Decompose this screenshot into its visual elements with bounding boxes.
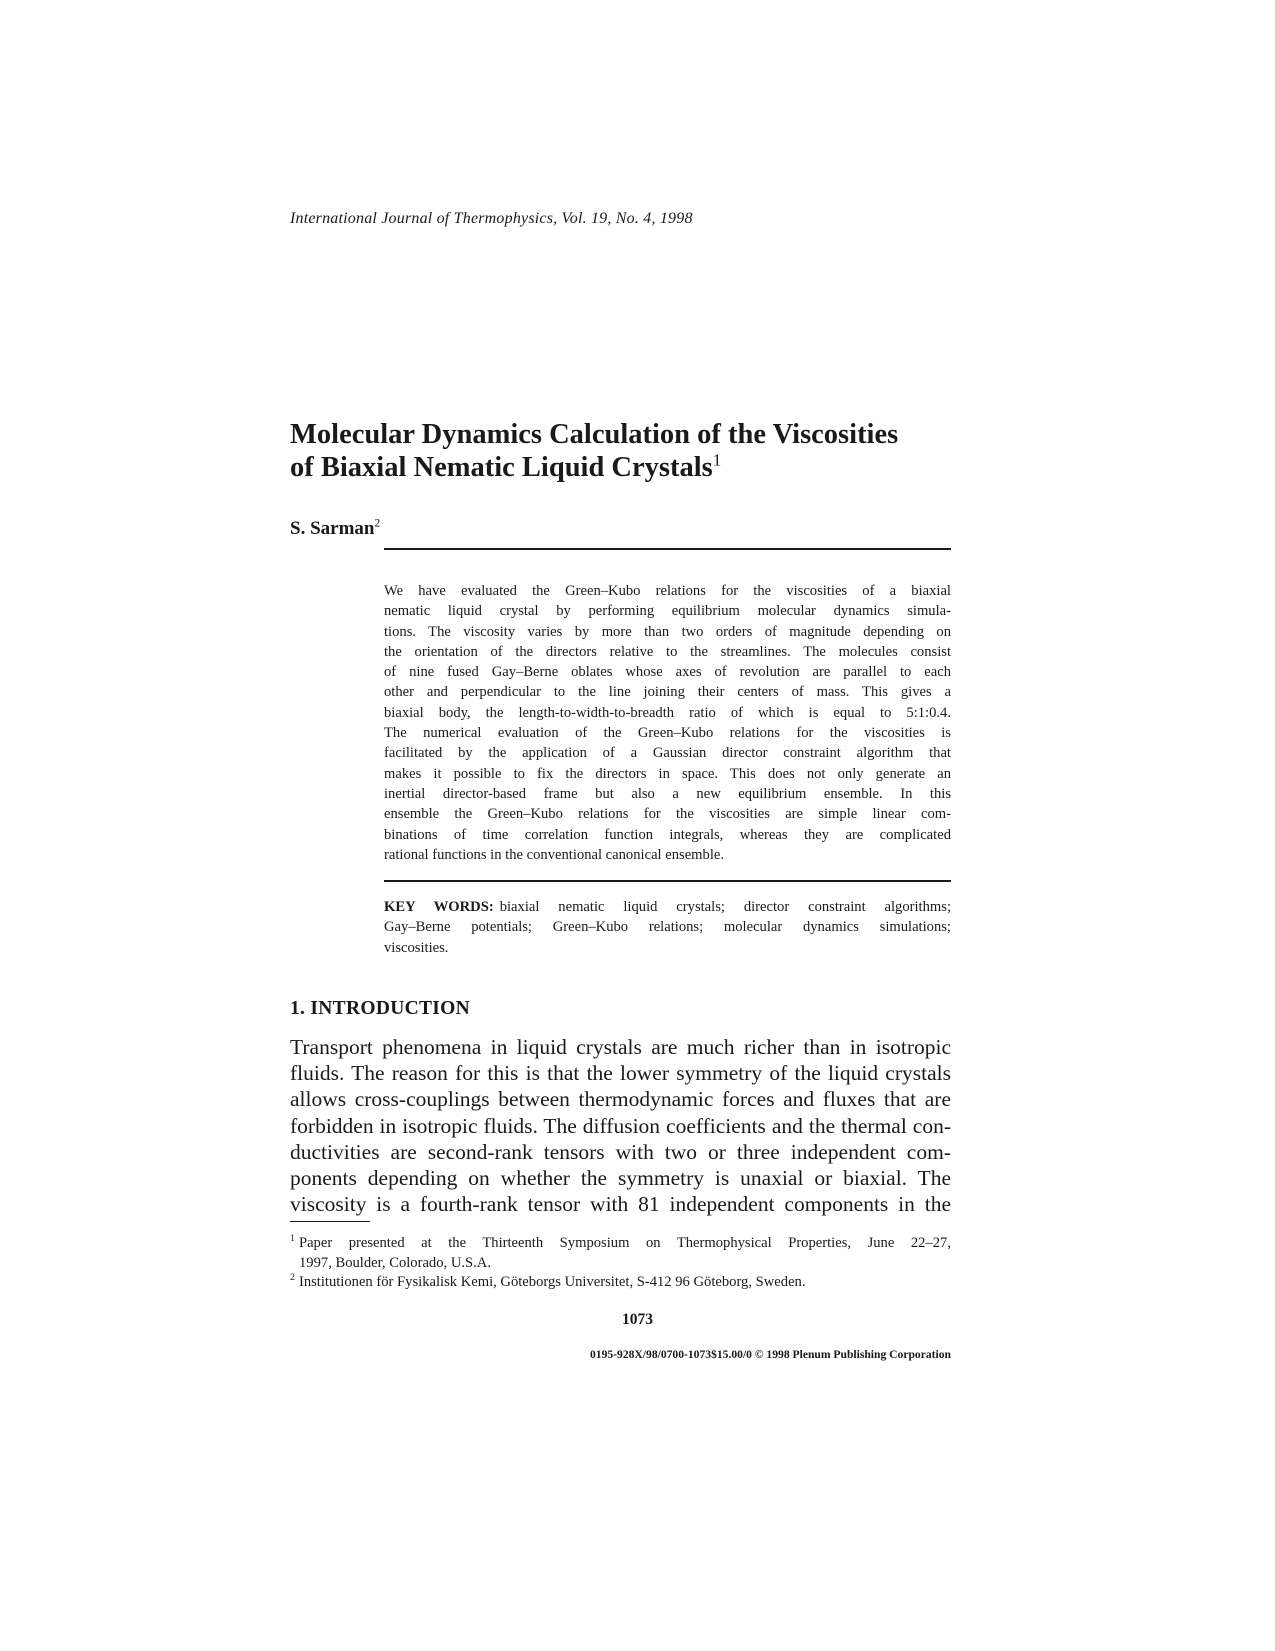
abstract-line: of nine fused Gay–Berne oblates whose axes of revolution are parallel to each <box>384 664 951 681</box>
keywords-line-3: viscosities. <box>384 939 449 956</box>
abstract-line: makes it possible to fix the directors in space. This does not only generate an <box>384 765 951 782</box>
body-line: Transport phenomena in liquid crystals are much richer than in isotropic <box>290 1035 951 1059</box>
abstract-line: nematic liquid crystal by performing equilibrium molecular dynamics simula- <box>384 603 951 620</box>
abstract-line: facilitated by the application of a Gaussian director constraint algorithm that <box>384 745 951 762</box>
abstract-line: ensemble the Green–Kubo relations for the viscosities are simple linear com- <box>384 806 951 823</box>
body-line: ductivities are second-rank tensors with two or three independent com- <box>290 1139 951 1164</box>
body-line: ponents depending on whether the symmetry is unaxial or biaxial. The <box>290 1166 951 1191</box>
footnote-2-mark: 2 <box>290 1272 295 1284</box>
keywords <box>384 897 951 958</box>
keywords-text-1: biaxial nematic liquid crystals; director constraint algorithms; <box>499 899 951 915</box>
abstract-line: The numerical evaluation of the Green–Kubo relations for the viscosities is <box>384 725 951 742</box>
footnote-2-text: Institutionen för Fysikalisk Kemi, Göteborgs Universitet, S-412 96 Göteborg, Sweden. <box>298 1274 806 1290</box>
title-line-1: Molecular Dynamics Calculation of the Viscosities <box>290 419 899 450</box>
abstract-top-rule <box>384 548 951 550</box>
body-line: fluids. The reason for this is that the lower symmetry of the liquid crystals <box>290 1061 951 1086</box>
abstract-line: binations of time correlation function integrals, whereas they are complicated <box>384 826 951 843</box>
journal-header: International Journal of Thermophysics, Vol. 19, No. 4, 1998 <box>290 210 693 227</box>
footnotes <box>290 1234 951 1293</box>
footnote-2-line-1 <box>290 1273 951 1293</box>
footnote-2 <box>290 1273 951 1293</box>
footnote-1-mark: 1 <box>290 1233 295 1245</box>
abstract-line: inertial director-based frame but also a new equilibrium ensemble. In this <box>384 785 951 802</box>
footnote-rule <box>290 1221 370 1222</box>
author <box>290 518 380 540</box>
title-line-2-text: of Biaxial Nematic Liquid Crystals <box>290 452 713 483</box>
section-heading: 1. INTRODUCTION <box>290 998 471 1019</box>
abstract-line: other and perpendicular to the line joining their centers of mass. This gives a <box>384 684 951 701</box>
footnote-1-line-1 <box>290 1234 951 1254</box>
abstract-line: the orientation of the directors relative to the streamlines. The molecules consist <box>384 643 951 660</box>
introduction-body <box>290 1034 951 1217</box>
abstract-bottom-rule <box>384 880 951 882</box>
abstract-line: rational functions in the conventional canonical ensemble. <box>384 846 725 863</box>
abstract <box>384 581 951 865</box>
page-number: 1073 <box>622 1311 653 1328</box>
author-footnote-mark: 2 <box>374 517 381 530</box>
footnote-1-line-2: 1997, Boulder, Colorado, U.S.A. <box>299 1254 491 1271</box>
keywords-label: KEY WORDS: <box>384 899 494 915</box>
title-line-2 <box>290 451 990 484</box>
copyright-line: 0195-928X/98/0700-1073$15.00/0 © 1998 Plenum Publishing Corporation <box>589 1348 951 1361</box>
author-name: S. Sarman <box>290 518 375 539</box>
body-line: allows cross-couplings between thermodynamic forces and fluxes that are <box>290 1087 951 1112</box>
body-line: viscosity is a fourth-rank tensor with 81 independent components in the <box>290 1192 951 1217</box>
title-footnote-mark: 1 <box>712 450 722 470</box>
abstract-line: We have evaluated the Green–Kubo relations for the viscosities of a biaxial <box>384 583 951 599</box>
keywords-line-1 <box>384 897 951 917</box>
footnote-1 <box>290 1234 951 1273</box>
abstract-line: tions. The viscosity varies by more than two orders of magnitude depending on <box>384 623 951 640</box>
footnote-1-text: Paper presented at the Thirteenth Symposium on Thermophysical Properties, June 22–27, <box>298 1235 951 1251</box>
abstract-line: biaxial body, the length-to-width-to-breadth ratio of which is equal to 5:1:0.4. <box>384 704 951 721</box>
paper-title <box>290 418 990 484</box>
body-line: forbidden in isotropic fluids. The diffusion coefficients and the thermal con- <box>290 1113 951 1138</box>
keywords-line-2: Gay–Berne potentials; Green–Kubo relations; molecular dynamics simulations; <box>384 919 951 936</box>
